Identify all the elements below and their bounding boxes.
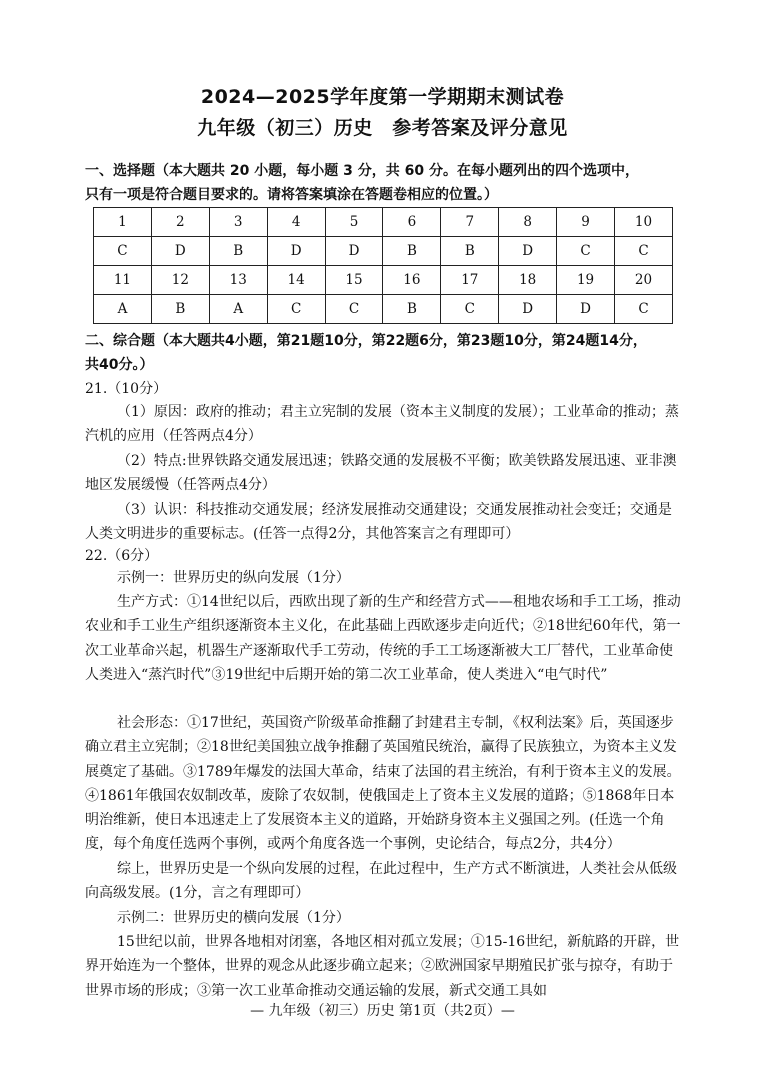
section1-heading-line1: 一、选择题（本大题共 20 小题，每小题 3 分，共 60 分。在每小题列出的四个选项中， bbox=[85, 163, 639, 179]
answer-table-cell: C bbox=[441, 295, 499, 324]
answer-table-cell: 5 bbox=[325, 208, 383, 237]
answer-table-row bbox=[94, 266, 673, 295]
section2-heading-line2: 共40分。） bbox=[85, 357, 154, 373]
answer-table-cell: B bbox=[383, 295, 441, 324]
answer-table-cell: 16 bbox=[383, 266, 441, 295]
answer-table-cell: C bbox=[615, 237, 673, 266]
document-subtitle: 九年级（初三）历史 参考答案及评分意见 bbox=[197, 117, 568, 139]
q22-horizontal-paragraph: 15世纪以前，世界各地相对闭塞，各地区相对孤立发展；①15-16世纪，新航路的开辟，世界开始连为一个整体，世界的观念从此逐步确立起来；②欧洲国家早期殖民扩张与掠夺，有助于世界市场的形成；③第一次工业革命推动交通运输的发展，新式交通工具如 bbox=[85, 934, 680, 999]
answer-table-cell: B bbox=[151, 295, 209, 324]
answer-table-cell: C bbox=[267, 295, 325, 324]
answer-table-cell: 20 bbox=[615, 266, 673, 295]
answer-table-cell: 6 bbox=[383, 208, 441, 237]
answer-table-cell: A bbox=[209, 295, 267, 324]
answer-table-cell: 1 bbox=[94, 208, 152, 237]
q21-heading: 21.（10分） bbox=[85, 381, 168, 397]
answer-table-cell: 12 bbox=[151, 266, 209, 295]
answer-table-row bbox=[94, 237, 673, 266]
q22-example1-title: 示例一：世界历史的纵向发展（1分） bbox=[117, 570, 350, 586]
answer-table-cell: D bbox=[557, 295, 615, 324]
answer-table-cell: 13 bbox=[209, 266, 267, 295]
page-footer: — 九年级（初三）历史 第1页（共2页）— bbox=[250, 1003, 515, 1019]
q22-production-paragraph: 生产方式：①14世纪以后，西欧出现了新的生产和经营方式——租地农场和手工工场，推动农业和手工业生产组织逐渐资本主义化，在此基础上西欧逐步走向近代；②18世纪60年代，第一次工业革命兴起，机器生产逐渐取代手工劳动，传统的手工工场逐渐被大工厂替代，工业革命使人类进入“蒸汽时代”③19世纪中后期开始的第二次工业革命，使人类进入“电气时代” bbox=[85, 594, 681, 683]
answer-table-cell: 14 bbox=[267, 266, 325, 295]
answer-table-cell: C bbox=[325, 295, 383, 324]
answer-table-cell: 4 bbox=[267, 208, 325, 237]
answer-table-cell: A bbox=[94, 295, 152, 324]
q22-example2-title: 示例二：世界历史的横向发展（1分） bbox=[117, 910, 350, 926]
answer-table-cell: 10 bbox=[615, 208, 673, 237]
answer-table-cell: B bbox=[209, 237, 267, 266]
document-title: 2024—2025学年度第一学期期末测试卷 bbox=[200, 86, 565, 108]
answer-table-cell: 7 bbox=[441, 208, 499, 237]
q21-part3: （3）认识：科技推动交通发展；经济发展推动交通建设；交通发展推动社会变迁；交通是人类文明进步的重要标志。(任答一点得2分，其他答案言之有理即可） bbox=[85, 502, 672, 543]
answer-table-cell: C bbox=[557, 237, 615, 266]
answer-table-cell: D bbox=[499, 295, 557, 324]
answer-table-cell: 15 bbox=[325, 266, 383, 295]
answer-table-cell: 18 bbox=[499, 266, 557, 295]
answer-table-cell: C bbox=[94, 237, 152, 266]
q22-heading: 22.（6分） bbox=[85, 548, 159, 564]
q22-summary-paragraph: 综上，世界历史是一个纵向发展的过程，在此过程中，生产方式不断演进，人类社会从低级向高级发展。(1分，言之有理即可） bbox=[85, 861, 677, 902]
answer-table-cell: C bbox=[615, 295, 673, 324]
answer-table-row bbox=[94, 295, 673, 324]
answer-table-cell: B bbox=[383, 237, 441, 266]
answer-table-cell: 9 bbox=[557, 208, 615, 237]
answer-table-cell: 17 bbox=[441, 266, 499, 295]
answer-table-cell: B bbox=[441, 237, 499, 266]
answer-table-cell: D bbox=[499, 237, 557, 266]
answer-table-cell: 3 bbox=[209, 208, 267, 237]
q21-part1: （1）原因：政府的推动；君主立宪制的发展（资本主义制度的发展）；工业革命的推动；蒸汽机的应用（任答两点4分） bbox=[85, 404, 679, 445]
section1-heading-line2: 只有一项是符合题目要求的。请将答案填涂在答题卷相应的位置。） bbox=[85, 187, 498, 203]
answer-table-cell: 8 bbox=[499, 208, 557, 237]
answer-table-cell: D bbox=[151, 237, 209, 266]
answer-table-cell: D bbox=[267, 237, 325, 266]
answer-table-cell: 11 bbox=[94, 266, 152, 295]
answer-table-cell: 19 bbox=[557, 266, 615, 295]
answer-table-cell: 2 bbox=[151, 208, 209, 237]
answer-table-cell: D bbox=[325, 237, 383, 266]
answer-table bbox=[93, 207, 673, 324]
q22-society-paragraph: 社会形态：①17世纪，英国资产阶级革命推翻了封建君主专制，《权利法案》后，英国逐步确立君主立宪制；②18世纪美国独立战争推翻了英国殖民统治，赢得了民族独立，为资本主义发展奠定了基础。③1789年爆发的法国大革命，结束了法国的君主统治，有利于资本主义的发展。④1861年俄国农奴制改革，废除了农奴制，使俄国走上了资本主义发展的道路；⑤1868年日本明治维新，使日本迅速走上了发展资本主义的道路，开始跻身资本主义强国之列。(任选一个角度，每个角度任选两个事例，或两个角度各选一个事例，史论结合，每点2分，共4分） bbox=[85, 715, 681, 853]
section2-heading-line1: 二、综合题（本大题共4小题，第21题10分，第22题6分，第23题10分，第24题14分， bbox=[85, 333, 647, 349]
answer-table-row bbox=[94, 208, 673, 237]
q21-part2: （2）特点:世界铁路交通发展迅速；铁路交通的发展极不平衡；欧美铁路发展迅速、亚非澳地区发展缓慢（任答两点4分） bbox=[85, 453, 677, 494]
